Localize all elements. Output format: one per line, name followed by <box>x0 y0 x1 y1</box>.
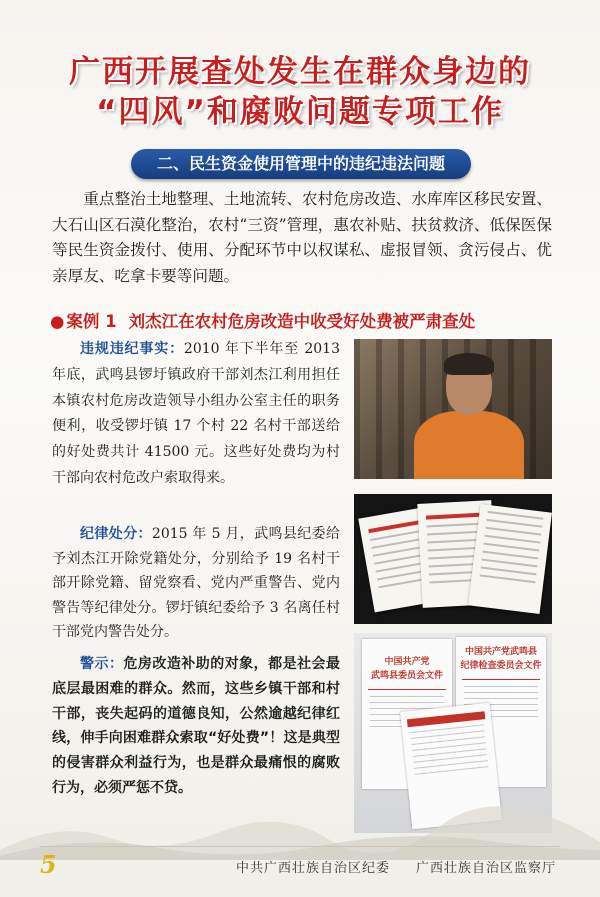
mountain-decoration <box>0 790 600 860</box>
footer-divider <box>40 846 560 847</box>
doc-right-line2: 纪律检查委员会文件 <box>460 661 542 671</box>
discipline-label: 纪律处分： <box>80 526 152 542</box>
doc-left-line2: 武鸣县委员会文件 <box>370 671 443 681</box>
case-label: 案例 1 <box>66 312 117 331</box>
document-sheet <box>468 504 552 614</box>
warning-paragraph <box>52 652 340 801</box>
discipline-text: 2015 年 5 月，武鸣县纪委给予刘杰江开除党籍处分，分别给予 19 名村干部开除党籍、留党察看、党内严重警告、党内警告等纪律处分。锣圩镇纪委给予 3 名离任村干部党内警告处分。 <box>52 526 341 640</box>
intro-paragraph: 重点整治土地整理、土地流转、农村危房改造、水库库区移民安置、大石山区石漠化整治，农村“三资”管理，惠农补贴、扶贫救济、低保医保等民生资金拨付、使用、分配环节中以权谋私、虚报冒领、贪污侵占、优亲厚友、吃拿卡要等问题。 <box>52 190 552 285</box>
hair <box>444 353 494 375</box>
documents-photo-dark <box>354 494 552 624</box>
official-photo <box>354 339 552 479</box>
facts-label: 违规违纪事实： <box>80 341 184 357</box>
discipline-paragraph <box>52 522 340 645</box>
page-title-line-2: “四风”和腐败问题专项工作 <box>96 94 504 130</box>
facts-text: 2010 年下半年至 2013 年底，武鸣县锣圩镇政府干部刘杰江利用担任本镇农村危房改造领导小组办公室主任的职务便利，收受锣圩镇 17 个村 22 名村干部送给的好处费共计 41500 元。这些好处费均为村干部向农村危改户索取得来。 <box>52 341 340 486</box>
page-number: 5 <box>40 850 57 879</box>
footer-org-discipline: 中共广西壮族自治区纪委 <box>236 861 391 876</box>
facts-paragraph <box>52 337 340 492</box>
section-heading: 二、民生资金使用管理中的违纪违法问题 <box>131 149 471 179</box>
orange-vest <box>414 411 524 479</box>
case-heading <box>50 308 570 332</box>
footer-org-supervision: 广西壮族自治区监察厅 <box>416 861 557 876</box>
case-title: 刘杰江在农村危房改造中收受好处费被严肃查处 <box>128 312 476 331</box>
warning-label: 警示： <box>80 656 124 672</box>
bullet-icon: ● <box>50 312 65 331</box>
doc-right-line1: 中国共产党武鸣县 <box>464 647 537 657</box>
page-title-line-1: 广西开展查处发生在群众身边的 <box>69 54 531 90</box>
warning-text: 危房改造补助的对象，都是社会最底层最困难的群众。然而，这些乡镇干部和村干部，丧失起码的道德良知，公然逾越纪律红线，伸手向困难群众索取“好处费”！这是典型的侵害群众利益行为，也是群众最痛恨的腐败行为，必须严惩不贷。 <box>52 656 341 796</box>
doc-left-line1: 中国共产党 <box>384 657 430 667</box>
